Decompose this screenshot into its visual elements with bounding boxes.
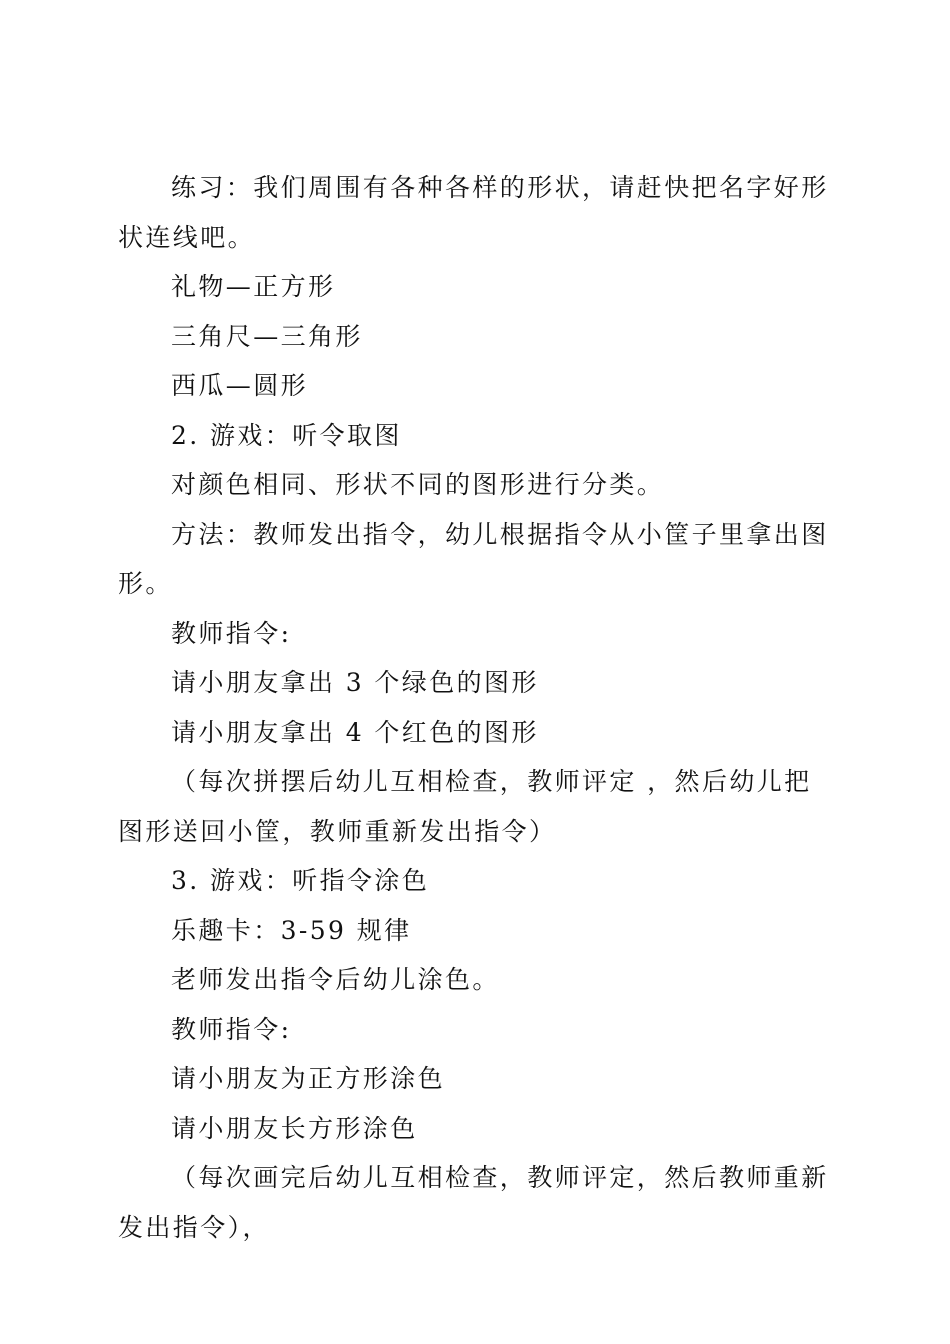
paragraph-check-note-2: （每次画完后幼儿互相检查，教师评定，然后教师重新发出指令）， <box>118 1163 829 1242</box>
paragraph-ruler-triangle: 三角尺—三角形 <box>171 321 363 351</box>
paragraph-game-3-title: 3. 游戏：听指令涂色 <box>171 866 430 895</box>
paragraph-coloring: 老师发出指令后幼儿涂色。 <box>171 965 500 994</box>
paragraph-method: 方法：教师发出指令，幼儿根据指令从小筐子里拿出图形。 <box>118 519 829 598</box>
paragraph-teacher-instruction-2: 教师指令: <box>171 1014 292 1044</box>
paragraph-green-shapes: 请小朋友拿出 3 个绿色的图形 <box>171 668 539 697</box>
paragraph-game-2-title: 2. 游戏：听令取图 <box>171 420 402 450</box>
paragraph-red-shapes: 请小朋友拿出 4 个红色的图形 <box>171 717 539 747</box>
paragraph-classify: 对颜色相同、形状不同的图形进行分类。 <box>171 470 665 499</box>
paragraph-gift-square: 礼物—正方形 <box>171 272 336 301</box>
paragraph-teacher-instruction-1: 教师指令: <box>171 618 292 648</box>
paragraph-fun-card: 乐趣卡：3-59 规律 <box>171 915 412 945</box>
document-body <box>118 163 833 1252</box>
paragraph-watermelon-circle: 西瓜—圆形 <box>171 371 309 400</box>
paragraph-exercise-intro: 练习：我们周围有各种各样的形状，请赶快把名字好形状连线吧。 <box>118 173 829 252</box>
paragraph-color-square: 请小朋友为正方形涂色 <box>171 1064 446 1093</box>
paragraph-check-note-1: （每次拼摆后幼儿互相检查，教师评定 ，然后幼儿把图形送回小筐，教师重新发出指令） <box>118 767 812 846</box>
paragraph-color-rectangle: 请小朋友长方形涂色 <box>171 1113 418 1143</box>
